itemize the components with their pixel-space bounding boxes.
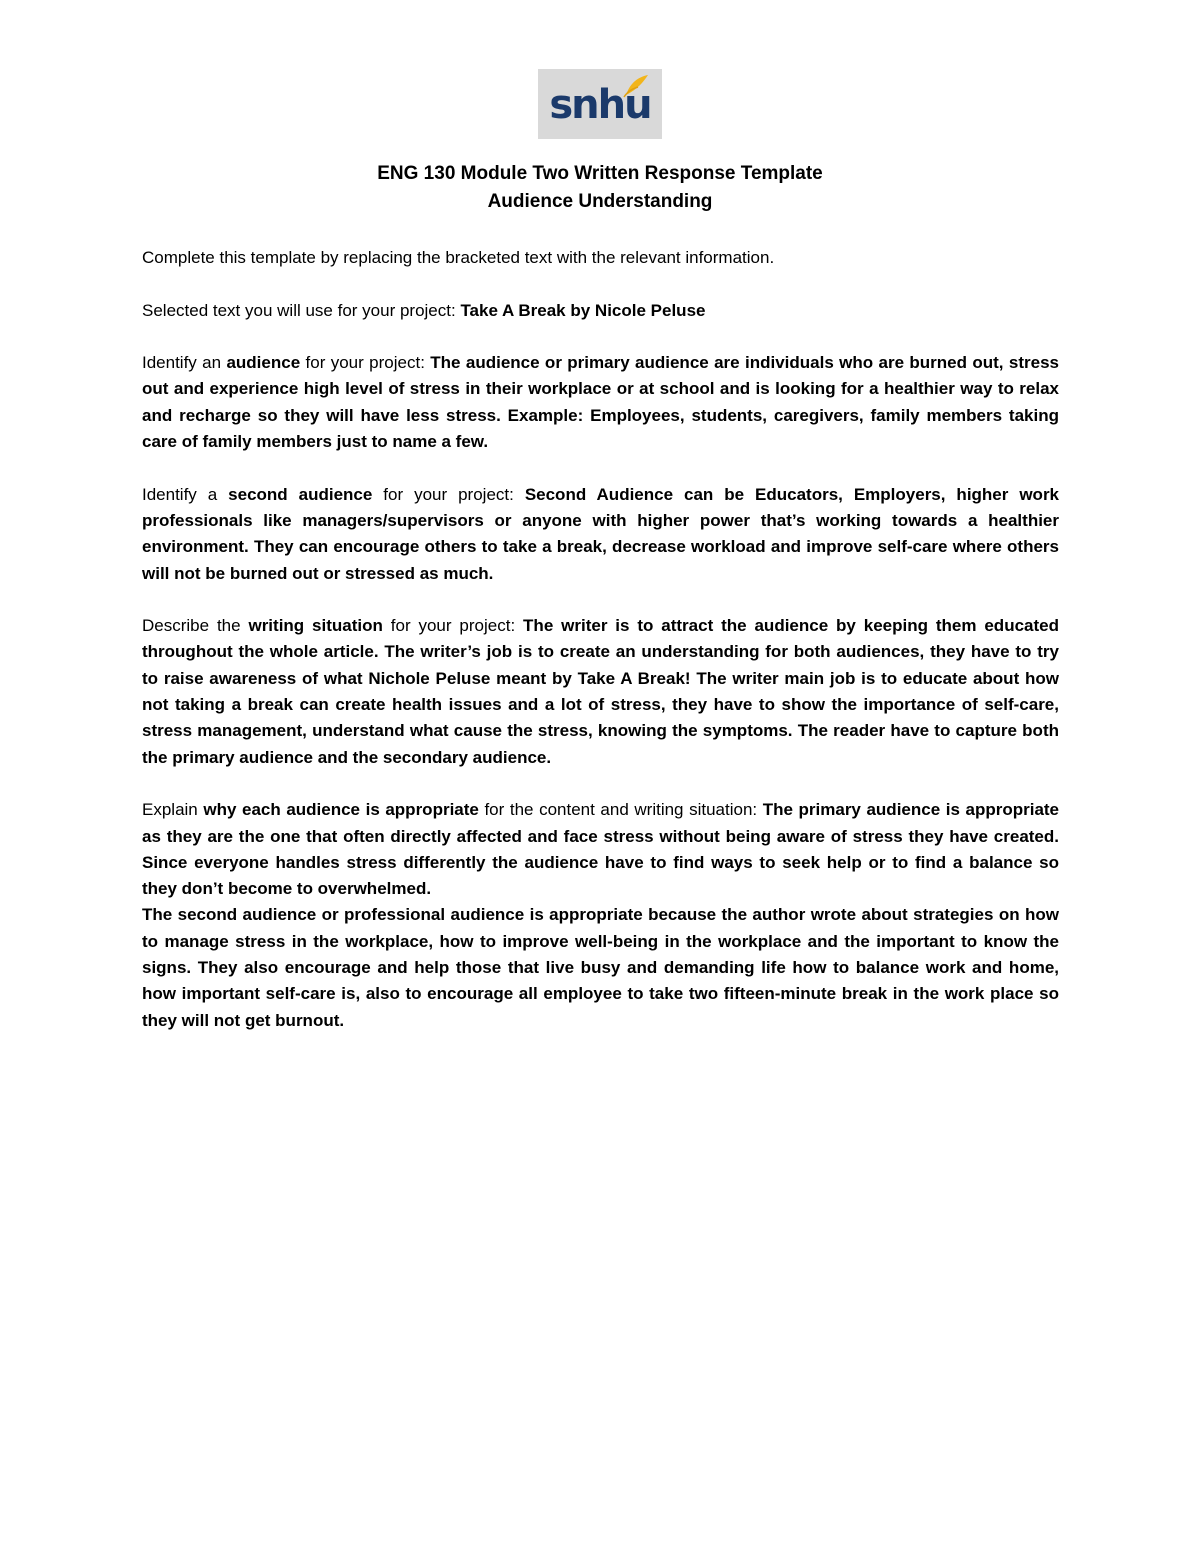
second-audience-label-a: Identify a	[142, 484, 229, 504]
selected-text-value: Take A Break by Nicole Peluse	[460, 300, 706, 320]
writing-situation-label-a: Describe the	[142, 616, 249, 636]
audience-label-a: Identify an	[142, 353, 227, 373]
explanation-label-bold: why each audience is appropriate	[203, 800, 479, 820]
audience-label-b: for your project:	[300, 353, 431, 373]
snhu-logo	[538, 69, 662, 139]
second-audience-label-b: for your project:	[372, 484, 525, 504]
explanation-label-b: for the content and writing situation:	[478, 800, 763, 820]
writing-situation-value: The writer is to attract the audience by keeping them educated throughout the whole article. The writer’s job is to create an understanding for both audiences, they have to try to raise awareness of what Nichole Peluse meant by Take A Break! The writer main job is to educate about how not taking a break can create health issues and a lot of stress, they have to show the importance of self-care, stress management, understand what cause the stress, knowing the symptoms. The reader have to capture both the primary audience and the secondary audience.	[142, 616, 1059, 767]
page-subtitle: Audience Understanding	[487, 191, 713, 212]
document-header	[0, 160, 1200, 216]
selected-text-section	[142, 298, 1059, 324]
writing-situation-section	[142, 613, 1059, 771]
writing-situation-label-bold: writing situation	[248, 616, 383, 636]
selected-text-label: Selected text you will use for your project:	[142, 300, 461, 320]
explanation-second-paragraph: The second audience or professional audience is appropriate because the author wrote about strategies on how to manage stress in the workplace, how to improve well-being in the workplace and the important to know the signs. They also encourage and help those that live busy and demanding life how to balance work and home, how important self-care is, also to encourage all employee to take two fifteen-minute break in the work place so they will not get burnout.	[142, 905, 1059, 1030]
explanation-label-a: Explain	[142, 800, 204, 820]
logo-text: snhu	[549, 82, 651, 128]
second-audience-value: Second Audience can be Educators, Employers, higher work professionals like managers/supervisors or anyone with higher power that’s working towards a healthier environment. They can encourage others to take a break, decrease workload and improve self-care where others will not be burned out or stressed as much.	[142, 484, 1060, 583]
writing-situation-label-b: for your project:	[382, 616, 524, 636]
page-title: ENG 130 Module Two Written Response Template	[377, 163, 823, 184]
audience-section	[142, 350, 1059, 455]
audience-value: The audience or primary audience are individuals who are burned out, stress out and experience high level of stress in their workplace or at school and is looking for a healthier way to relax and recharge so they will have less stress. Example: Employees, students, caregivers, family members taking care of family members just to name a few.	[142, 353, 1059, 452]
explanation-section	[142, 797, 1059, 902]
second-audience-label-bold: second audience	[228, 484, 373, 504]
explanation-value: The primary audience is appropriate as they are the one that often directly affected and face stress without being aware of stress they have created. Since everyone handles stress differently the audience have to find ways to seek help or to find a balance so they don’t become to overwhelmed.	[142, 800, 1060, 899]
second-audience-section	[142, 482, 1059, 587]
instructions: Complete this template by replacing the bracketed text with the relevant information.	[142, 248, 775, 267]
audience-label-bold: audience	[226, 353, 301, 373]
document-body	[142, 245, 1059, 1034]
